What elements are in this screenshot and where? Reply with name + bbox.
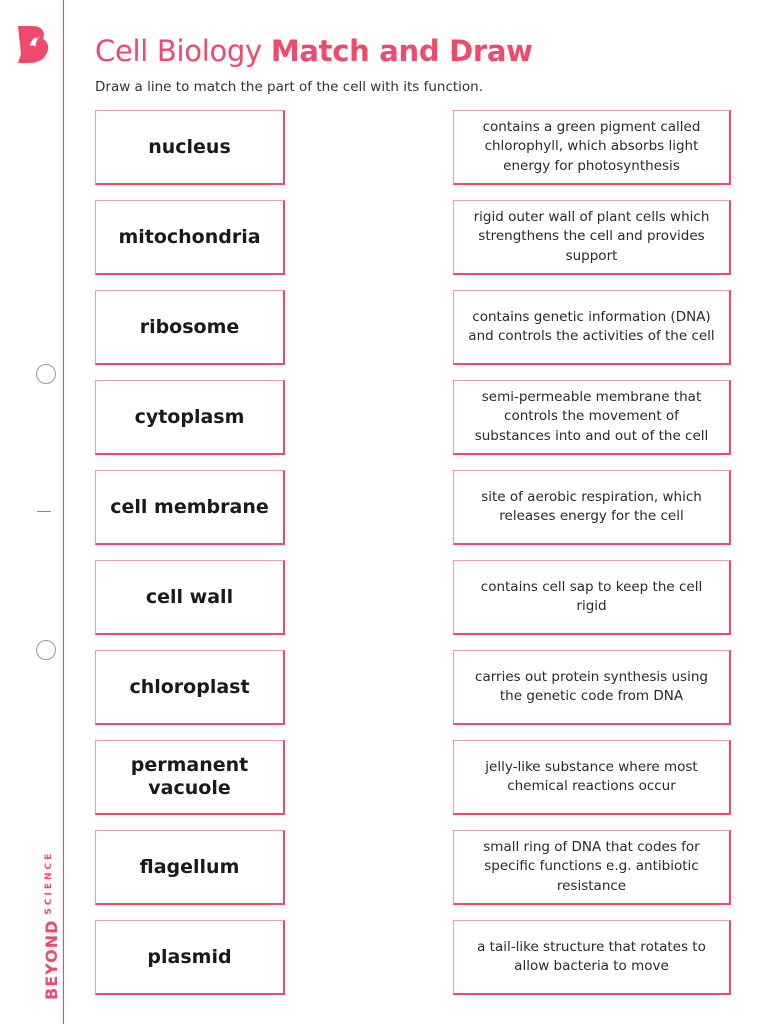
instructions: Draw a line to match the part of the cell with its function. bbox=[95, 79, 484, 95]
term-box[interactable]: flagellum bbox=[95, 830, 285, 905]
term-box[interactable]: chloroplast bbox=[95, 650, 285, 725]
page-title-regular: Cell Biology bbox=[95, 34, 262, 68]
definition-box[interactable]: site of aerobic respiration, which releases energy for the cell bbox=[453, 470, 731, 545]
term-box[interactable]: mitochondria bbox=[95, 200, 285, 275]
fold-mark bbox=[37, 511, 51, 512]
definition-box[interactable]: a tail-like structure that rotates to allow bacteria to move bbox=[453, 920, 731, 995]
page-title bbox=[95, 34, 533, 68]
definition-box[interactable]: jelly-like substance where most chemical reactions occur bbox=[453, 740, 731, 815]
definition-box[interactable]: contains cell sap to keep the cell rigid bbox=[453, 560, 731, 635]
page-title-bold: Match and Draw bbox=[270, 34, 533, 68]
punch-hole-top bbox=[36, 364, 56, 384]
term-box[interactable]: nucleus bbox=[95, 110, 285, 185]
definition-box[interactable]: semi-permeable membrane that controls the movement of substances into and out of the cell bbox=[453, 380, 731, 455]
definition-box[interactable]: carries out protein synthesis using the genetic code from DNA bbox=[453, 650, 731, 725]
term-box[interactable]: cell wall bbox=[95, 560, 285, 635]
definition-box[interactable]: contains genetic information (DNA) and controls the activities of the cell bbox=[453, 290, 731, 365]
definition-box[interactable]: small ring of DNA that codes for specific functions e.g. antibiotic resistance bbox=[453, 830, 731, 905]
definition-box[interactable]: contains a green pigment called chlorophyll, which absorbs light energy for photosynthesis bbox=[453, 110, 731, 185]
brand-wordmark bbox=[42, 851, 61, 1000]
margin-line bbox=[63, 0, 64, 1024]
punch-hole-bottom bbox=[36, 640, 56, 660]
beyond-logo-icon bbox=[16, 24, 50, 64]
term-box[interactable]: cell membrane bbox=[95, 470, 285, 545]
term-box[interactable]: cytoplasm bbox=[95, 380, 285, 455]
brand-name-bold: BEYOND bbox=[42, 919, 61, 1000]
term-box[interactable]: permanent vacuole bbox=[95, 740, 285, 815]
term-box[interactable]: plasmid bbox=[95, 920, 285, 995]
definition-box[interactable]: rigid outer wall of plant cells which strengthens the cell and provides support bbox=[453, 200, 731, 275]
term-box[interactable]: ribosome bbox=[95, 290, 285, 365]
brand-name-small: SCIENCE bbox=[44, 850, 54, 915]
